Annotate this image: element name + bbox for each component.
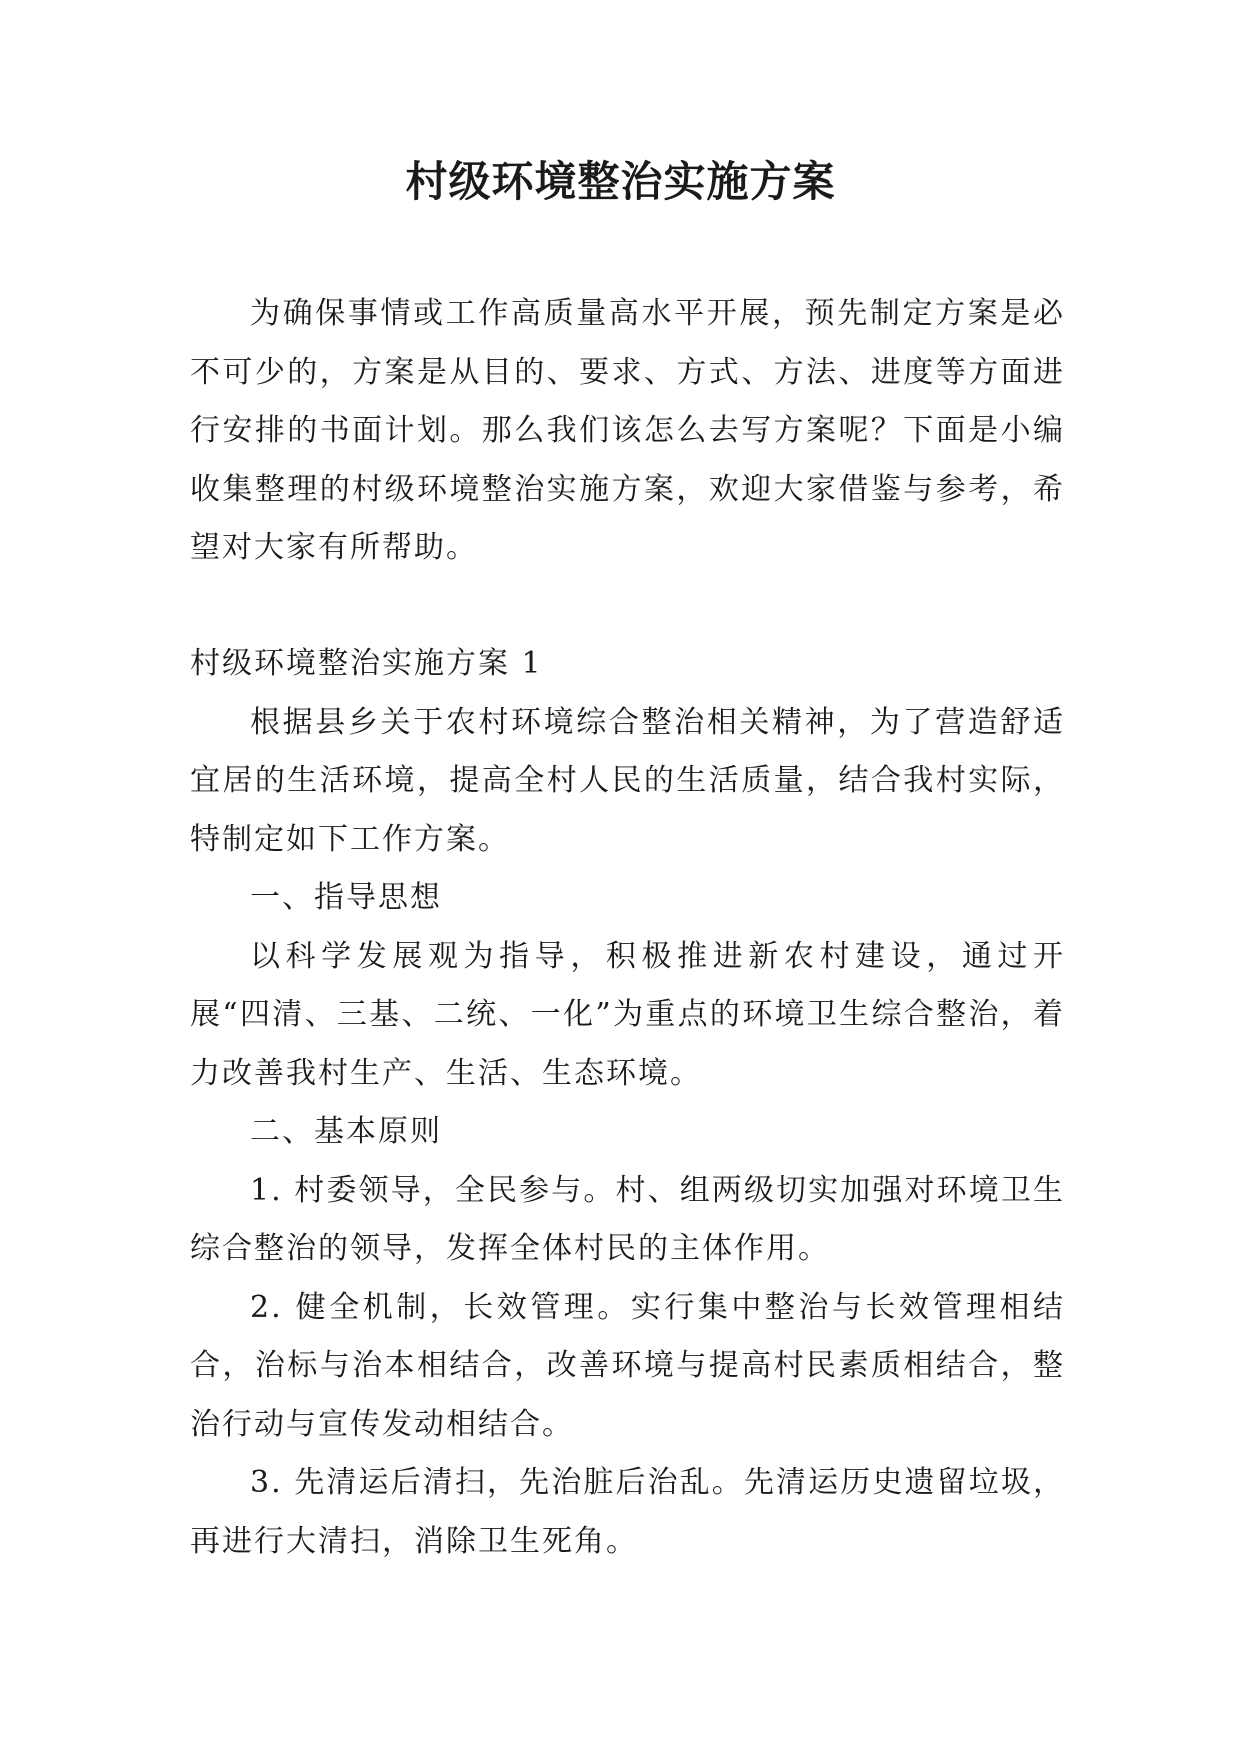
document-title: 村级环境整治实施方案 [405,157,836,206]
principle-item-2: 2. 健全机制，长效管理。实行集中整治与长效管理相结合，治标与治本相结合，改善环境与提高村民素质相结合，整治行动与宣传发动相结合。 [190,1289,1065,1442]
paragraph-guiding-thought: 以科学发展观为指导，积极推进新农村建设，通过开展“四清、三基、二统、一化”为重点的环境卫生综合整治，着力改善我村生产、生活、生态环境。 [190,938,1065,1091]
heading-guiding-thought: 一、指导思想 [250,880,442,915]
intro-block [190,285,1065,578]
section-1 [190,635,1065,1571]
paragraph-background: 根据县乡关于农村环境综合整治相关精神，为了营造舒适宜居的生活环境，提高全村人民的生活质量，结合我村实际，特制定如下工作方案。 [190,704,1065,857]
section-heading: 村级环境整治实施方案 1 [190,646,543,681]
principle-item-3: 3. 先清运后清扫，先治脏后治乱。先清运历史遗留垃圾，再进行大清扫，消除卫生死角。 [190,1465,1065,1559]
heading-basic-principles: 二、基本原则 [250,1114,442,1149]
intro-paragraph: 为确保事情或工作高质量高水平开展，预先制定方案是必不可少的，方案是从目的、要求、方式、方法、进度等方面进行安排的书面计划。那么我们该怎么去写方案呢？下面是小编收集整理的村级环境整治实施方案，欢迎大家借鉴与参考，希望对大家有所帮助。 [190,296,1065,565]
principle-item-1: 1. 村委领导，全民参与。村、组两级切实加强对环境卫生综合整治的领导，发挥全体村民的主体作用。 [190,1172,1065,1266]
